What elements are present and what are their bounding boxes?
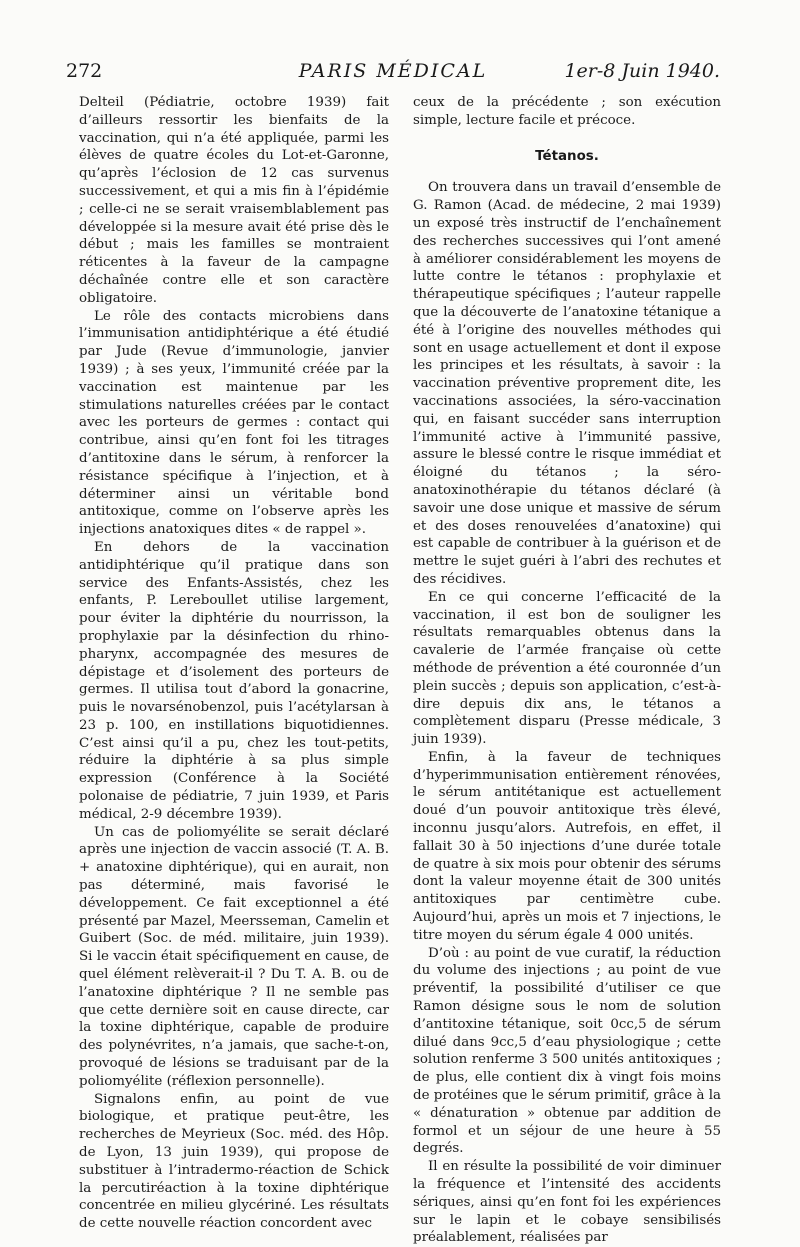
paragraph: Il en résulte la possibilité de voir diminuer la fréquence et l’intensité des accidents sériques, ainsi qu’en font foi les expériences sur le lapin et le cobaye sensibilisés préalablement, réalisées par (413, 1159, 721, 1246)
paragraph: En ce qui concerne l’efficacité de la vaccination, il est bon de souligner les résultats remarquables obtenus dans la cavalerie de l’armée française où cette méthode de prévention a été couronnée d’un plein succès ; depuis son application, c’est-à-dire depuis dix ans, le tétanos a complètement disparu (Presse médicale, 3 juin 1939). (413, 589, 721, 748)
paragraph: Signalons enfin, au point de vue biologique, et pratique peut-être, les recherches de Meyrieux (Soc. méd. des Hôp. de Lyon, 13 juin 1939), qui propose de substituer à l’intradermo-réaction de Schick la percutiréaction à la toxine diphtérique concentrée en milieu glycériné. Les résultats de cette nouvelle réaction concordent avec (79, 1091, 389, 1232)
paragraph: En dehors de la vaccination antidiphtérique qu’il pratique dans son service des Enfants-Assistés, chez les enfants, P. Lereboullet utilise largement, pour éviter la diphtérie du nourrisson, la prophylaxie par la désinfection du rhino-pharynx, accompagnée des mesures de dépistage et d’isolement des porteurs de germes. Il utilisa tout d’abord la gonacrine, puis le novarsénobenzol, puis l’acétylarsan à 23 p. 100, en instillations biquotidiennes. C’est ainsi qu’il a pu, chez les tout-petits, réduire la diphtérie à sa plus simple expression (Conférence à la Société polonaise de pédiatrie, 7 juin 1939, et Paris médical, 2-9 décembre 1939). (79, 539, 389, 822)
section-heading: Tétanos. (535, 148, 599, 164)
issue-date: 1er-8 Juin 1940. (564, 60, 720, 82)
left-column (79, 94, 389, 1233)
paragraph: Delteil (Pédiatrie, octobre 1939) fait d’ailleurs ressortir les bienfaits de la vaccination, qui n’a été appliquée, parmi les élèves de quatre écoles du Lot-et-Garonne, qu’après l’éclosion de 12 cas survenus successivement, et qui a mis fin à l’épidémie ; celle-ci ne se serait vraisemblablement pas développée si la mesure avait été prise dès le début ; mais les familles se montraient réticentes à la faveur de la campagne déchaînée contre elle et son caractère obligatoire. (79, 95, 389, 306)
paragraph: Un cas de poliomyélite se serait déclaré après une injection de vaccin associé (T. A. B. + anatoxine diphtérique), qui en aurait, non pas déterminé, mais favorisé le développement. Ce fait exceptionnel a été présenté par Mazel, Meersseman, Camelin et Guibert (Soc. de méd. militaire, juin 1939). Si le vaccin était spécifiquement en cause, de quel élément relèverait-il ? Du T. A. B. ou de l’anatoxine diphtérique ? Il ne semble pas que cette dernière soit en cause directe, car la toxine diphtérique, capable de produire des polynévrites, n’a jamais, que sache-t-on, provoqué de lésions se traduisant par de la poliomyélite (réflexion personnelle). (79, 824, 389, 1089)
paragraph: Enfin, à la faveur de techniques d’hyperimmunisation entièrement rénovées, le sérum antitétanique est actuellement doué d’un pouvoir antitoxique très élevé, inconnu jusqu’alors. Autrefois, en effet, il fallait 30 à 50 injections d’une durée totale de quatre à six mois pour obtenir des sérums dont la valeur moyenne était de 300 unités antitoxiques par centimètre cube. Aujourd’hui, après un mois et 7 injections, le titre moyen du sérum égale 4 000 unités. (413, 749, 721, 943)
page-number: 272 (66, 60, 103, 82)
journal-title: PARIS MÉDICAL (298, 60, 488, 82)
paragraph: On trouvera dans un travail d’ensemble de G. Ramon (Acad. de médecine, 2 mai 1939) un exposé très instructif de l’enchaînement des recherches successives qui l’ont amené à améliorer considérablement les moyens de lutte contre le tétanos : prophylaxie et thérapeutique spécifiques ; l’auteur rappelle que la découverte de l’anatoxine tétanique a été à l’origine des nouvelles méthodes qui sont en usage actuellement et dont il expose les principes et les résultats, à savoir : la vaccination préventive proprement dite, les vaccinations associées, la séro-vaccination qui, en faisant succéder sans interruption l’immunité active à l’immunité passive, assure le blessé contre le risque immédiat et éloigné du tétanos ; la séro-anatoxinothérapie du tétanos déclaré (à savoir une dose unique et massive de sérum et des doses renouvelées d’anatoxine) qui est capable de contribuer à la guérison et de mettre le sujet guéri à l’abri des rechutes et des récidives. (413, 180, 721, 587)
paragraph: ceux de la précédente ; son exécution simple, lecture facile et précoce. (413, 95, 721, 128)
paragraph: Le rôle des contacts microbiens dans l’immunisation antidiphtérique a été étudié par Jude (Revue d’immunologie, janvier 1939) ; à ses yeux, l’immunité créée par la vaccination est maintenue par les stimulations naturelles créées par le contact avec les porteurs de germes : contact qui contribue, ainsi qu’en font foi les titrages d’antitoxine dans le sérum, à renforcer la résistance spécifique à l’injection, et à déterminer ainsi un véritable bond antitoxique, comme on l’observe après les injections anatoxiques dites « de rappel ». (79, 308, 389, 538)
right-column (413, 94, 721, 1247)
paragraph: D’où : au point de vue curatif, la réduction du volume des injections ; au point de vue préventif, la possibilité d’utiliser ce que Ramon désigne sous le nom de solution d’antitoxine tétanique, soit 0cc,5 de sérum dilué dans 9cc,5 d’eau physiologique ; cette solution renferme 3 500 unités antitoxiques ; de plus, elle contient dix à vingt fois moins de protéines que le sérum primitif, grâce à la « dénaturation » obtenue par addition de formol et un séjour de une heure à 55 degrés. (413, 945, 721, 1157)
page-header (66, 60, 720, 86)
